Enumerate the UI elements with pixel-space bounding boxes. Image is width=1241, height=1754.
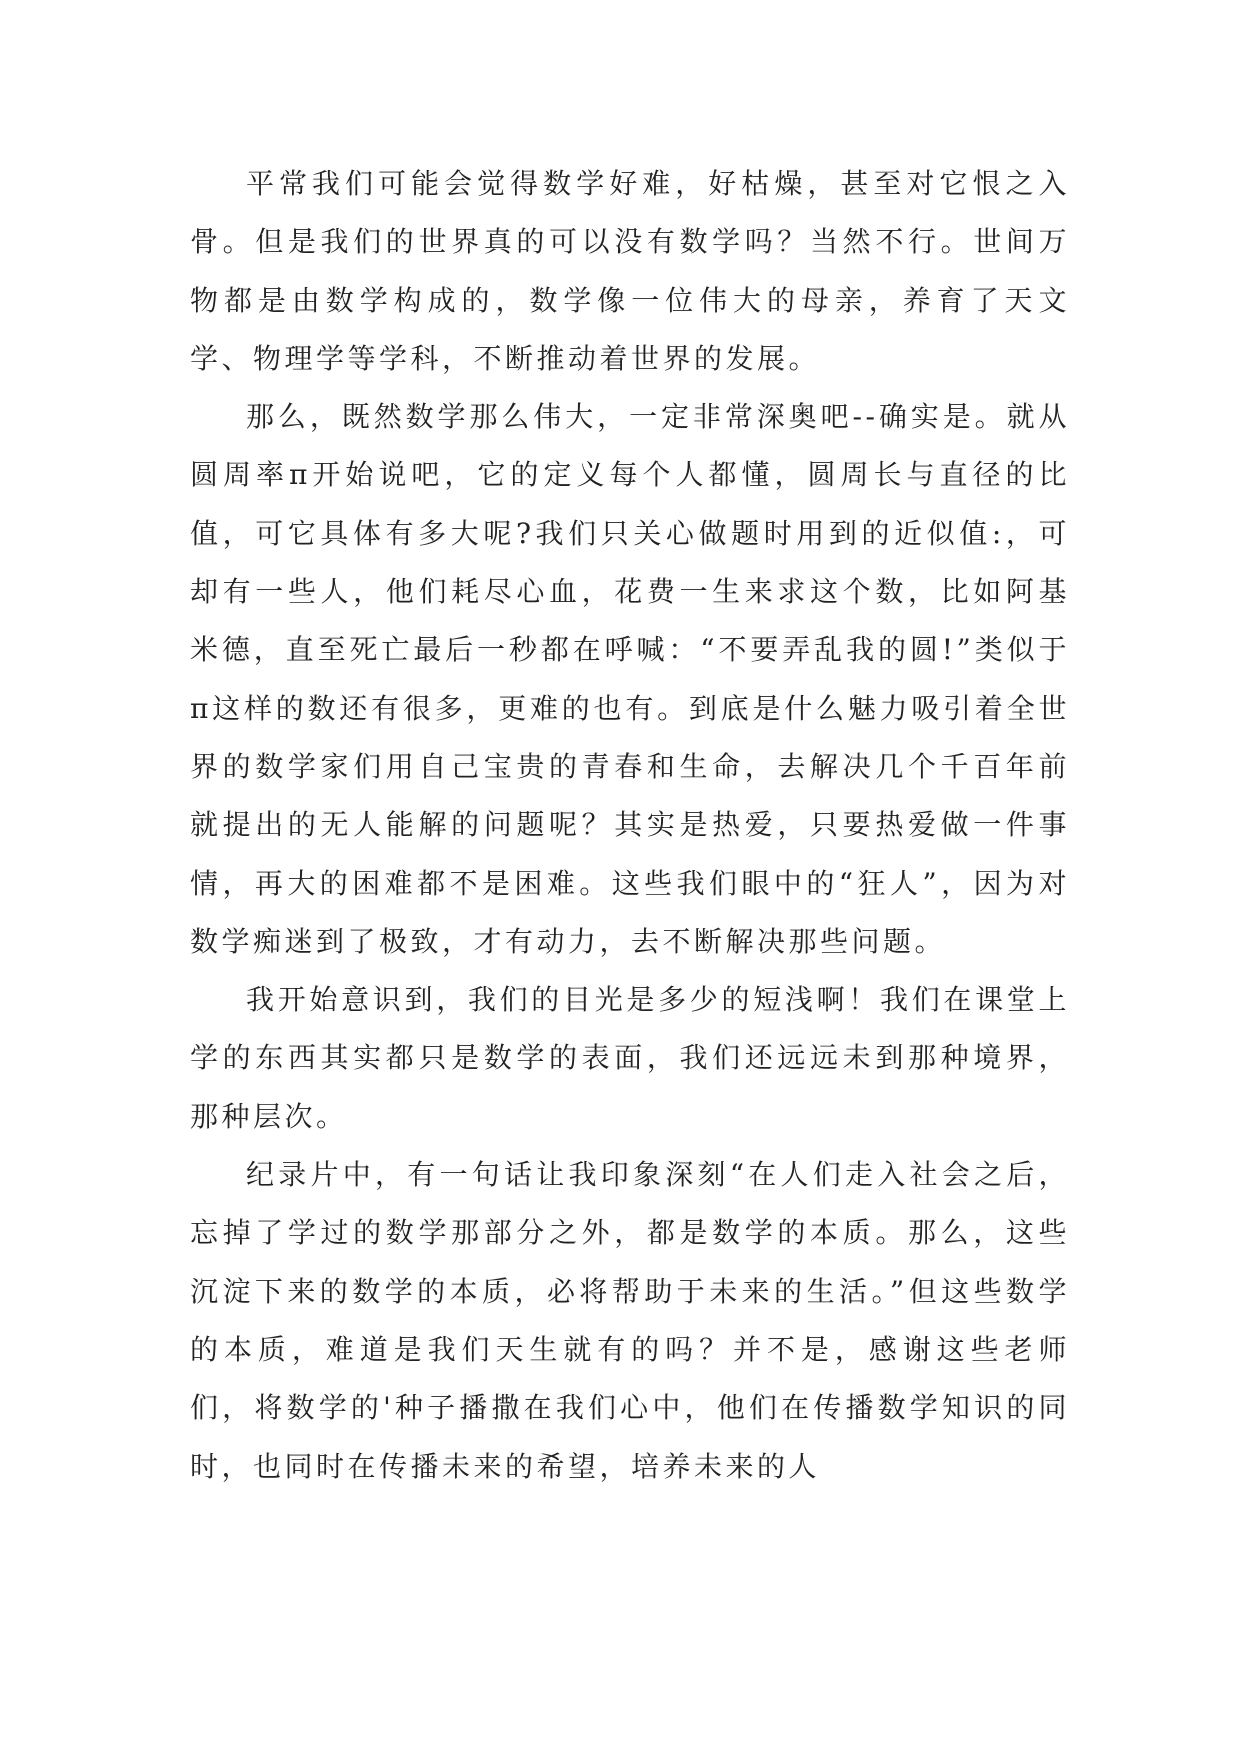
body-text: [190, 155, 1070, 1496]
paragraph-2: 那么，既然数学那么伟大，一定非常深奥吧--确实是。就从圆周率π开始说吧，它的定义每个人都懂，圆周长与直径的比值，可它具体有多大呢?我们只关心做题时用到的近似值:，可却有一些人，他们耗尽心血，花费一生来求这个数，比如阿基米德，直至死亡最后一秒都在呼喊：“不要弄乱我的圆!”类似于π这样的数还有很多，更难的也有。到底是什么魅力吸引着全世界的数学家们用自己宝贵的青春和生命，去解决几个千百年前就提出的无人能解的问题呢？其实是热爱，只要热爱做一件事情，再大的困难都不是困难。这些我们眼中的“狂人”，因为对数学痴迷到了极致，才有动力，去不断解决那些问题。: [190, 400, 1070, 958]
paragraph-3: 我开始意识到，我们的目光是多少的短浅啊！我们在课堂上学的东西其实都只是数学的表面，我们还远远未到那种境界，那种层次。: [190, 983, 1070, 1133]
paragraph-1: 平常我们可能会觉得数学好难，好枯燥，甚至对它恨之入骨。但是我们的世界真的可以没有数学吗？当然不行。世间万物都是由数学构成的，数学像一位伟大的母亲，养育了天文学、物理学等学科，不断推动着世界的发展。: [190, 167, 1070, 375]
paragraph-4: 纪录片中，有一句话让我印象深刻“在人们走入社会之后，忘掉了学过的数学那部分之外，都是数学的本质。那么，这些沉淀下来的数学的本质，必将帮助于未来的生活。”但这些数学的本质，难道是我们天生就有的吗？并不是，感谢这些老师们，将数学的'种子播撒在我们心中，他们在传播数学知识的同时，也同时在传播未来的希望，培养未来的人: [190, 1158, 1070, 1483]
